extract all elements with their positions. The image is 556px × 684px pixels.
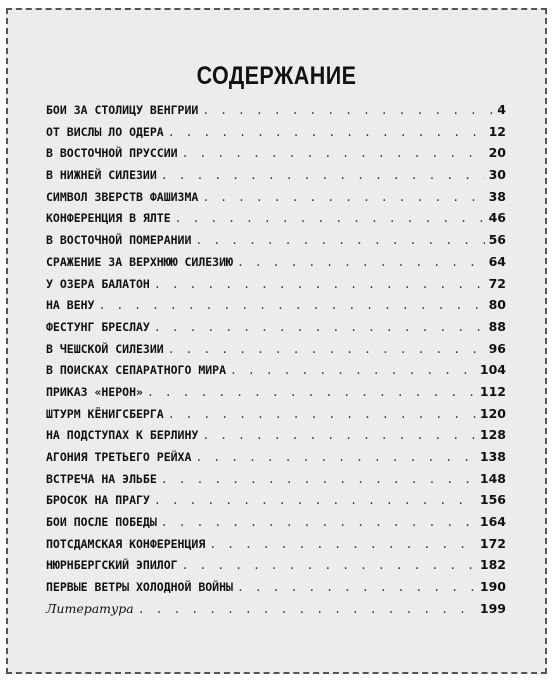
dot-leader: [138, 602, 476, 616]
toc-entry-title: КОНФЕРЕНЦИЯ В ЯЛТЕ: [46, 211, 171, 226]
toc-entry: [46, 189, 506, 211]
toc-entry-title: НА ПОДСТУПАХ К БЕРЛИНУ: [46, 428, 199, 443]
dot-leader: [154, 493, 476, 507]
toc-entry-title: ШТУРМ КЁНИГСБЕРГА: [46, 406, 164, 421]
toc-entry: [46, 492, 506, 514]
toc-entry-title: НЮРНБЕРГСКИЙ ЭПИЛОГ: [46, 558, 178, 573]
dot-leader: [195, 450, 476, 464]
toc-entry-page-number: 38: [488, 188, 506, 204]
dot-leader: [202, 190, 484, 204]
dot-leader: [168, 342, 485, 356]
toc-entry-title: ПОТСДАМСКАЯ КОНФЕРЕНЦИЯ: [46, 536, 206, 551]
toc-entry-title: ВСТРЕЧА НА ЭЛЬБЕ: [46, 471, 157, 486]
toc-entry: [46, 145, 506, 167]
toc-entry-title: В ПОИСКАХ СЕПАРАТНОГО МИРА: [46, 363, 227, 378]
dot-leader: [209, 537, 476, 551]
toc-entry: [46, 471, 506, 493]
dot-leader: [168, 407, 476, 421]
toc-entry-page-number: 4: [497, 102, 506, 117]
toc-entry-page-number: 156: [479, 492, 506, 508]
toc-entry-title: В ЧЕШСКОЙ СИЛЕЗИИ: [46, 341, 164, 356]
toc-entry: [46, 254, 506, 276]
toc-entry: [46, 514, 506, 536]
toc-entry-page-number: 172: [479, 535, 506, 551]
toc-entry: [46, 362, 506, 384]
toc-entry-page-number: 120: [479, 405, 506, 421]
dot-leader: [230, 363, 476, 377]
toc-entry-page-number: 199: [479, 600, 506, 616]
toc-entry-page-number: 64: [488, 253, 506, 269]
toc-entry-title: ПРИКАЗ «НЕРОН»: [46, 384, 143, 399]
toc-entry-page-number: 88: [488, 318, 506, 334]
dot-leader: [237, 255, 485, 269]
toc-entry-title: У ОЗЕРА БАЛАТОН: [46, 276, 150, 291]
toc-entry: [46, 449, 506, 471]
toc-entry: [46, 341, 506, 363]
table-of-contents: [46, 102, 506, 623]
dot-leader: [202, 103, 493, 117]
dot-leader: [195, 233, 484, 247]
dot-leader: [154, 320, 485, 334]
toc-entry-page-number: 190: [479, 579, 506, 595]
toc-entry-title: БРОСОК НА ПРАГУ: [46, 493, 150, 508]
toc-entry-page-number: 56: [488, 232, 506, 248]
toc-entry: [46, 276, 506, 298]
dot-leader: [98, 298, 484, 312]
toc-entry: [46, 102, 506, 124]
contents-page: [6, 8, 547, 674]
toc-entry-page-number: 72: [488, 275, 506, 291]
toc-entry-page-number: 128: [479, 427, 506, 443]
toc-entry-title: ОТ ВИСЛЫ ЛО ОДЕРА: [46, 124, 164, 139]
toc-entry-title: СИМВОЛ ЗВЕРСТВ ФАШИЗМА: [46, 189, 199, 204]
dot-leader: [168, 125, 485, 139]
toc-entry-page-number: 96: [488, 340, 506, 356]
toc-entry-page-number: 12: [488, 123, 506, 139]
toc-entry: [46, 319, 506, 341]
toc-entry-page-number: 30: [488, 167, 506, 183]
toc-entry: [46, 232, 506, 254]
toc-entry-page-number: 80: [488, 297, 506, 313]
dot-leader: [161, 472, 476, 486]
toc-entry-title: В ВОСТОЧНОЙ ПРУССИИ: [46, 146, 178, 161]
toc-entry: [46, 427, 506, 449]
toc-entry-page-number: 112: [479, 383, 506, 399]
dot-leader: [175, 211, 485, 225]
toc-entry-title: БОИ ПОСЛЕ ПОБЕДЫ: [46, 515, 157, 530]
toc-entry: [46, 536, 506, 558]
toc-entry-title: В НИЖНЕЙ СИЛЕЗИИ: [46, 168, 157, 183]
toc-entry-title: АГОНИЯ ТРЕТЬЕГО РЕЙХА: [46, 450, 192, 464]
toc-entry-title: БОИ ЗА СТОЛИЦУ ВЕНГРИИ: [46, 103, 199, 117]
dot-leader: [202, 428, 476, 442]
dot-leader: [147, 385, 476, 399]
toc-entry: [46, 384, 506, 406]
dot-leader: [237, 580, 476, 594]
dot-leader: [154, 277, 485, 291]
dot-leader: [182, 558, 476, 572]
toc-entry-title: СРАЖЕНИЕ ЗА ВЕРХНЮЮ СИЛЕЗИЮ: [46, 254, 233, 269]
toc-entry: [46, 167, 506, 189]
toc-entry: [46, 601, 506, 623]
toc-entry-title: В ВОСТОЧНОЙ ПОМЕРАНИИ: [46, 233, 192, 248]
toc-entry-page-number: 20: [488, 145, 506, 161]
toc-entry-page-number: 164: [479, 514, 506, 530]
toc-entry: [46, 297, 506, 319]
toc-entry-page-number: 46: [488, 210, 506, 226]
toc-entry-page-number: 138: [479, 449, 506, 464]
toc-entry-title: ФЕСТУНГ БРЕСЛАУ: [46, 319, 150, 334]
toc-entry: [46, 406, 506, 428]
toc-entry-page-number: 182: [479, 557, 506, 573]
dot-leader: [161, 515, 476, 529]
toc-entry: [46, 557, 506, 579]
toc-entry-page-number: 148: [479, 470, 506, 486]
dot-leader: [182, 146, 485, 160]
toc-entry-title: ПЕРВЫЕ ВЕТРЫ ХОЛОДНОЙ ВОЙНЫ: [46, 580, 233, 595]
toc-entry: [46, 124, 506, 146]
toc-entry: [46, 579, 506, 601]
page-title: СОДЕРЖАНИЕ: [196, 62, 357, 90]
dot-leader: [161, 168, 485, 182]
toc-entry-title: НА ВЕНУ: [46, 298, 95, 313]
toc-entry-page-number: 104: [479, 362, 506, 378]
toc-entry-title: Литература: [46, 600, 134, 616]
toc-entry: [46, 210, 506, 232]
